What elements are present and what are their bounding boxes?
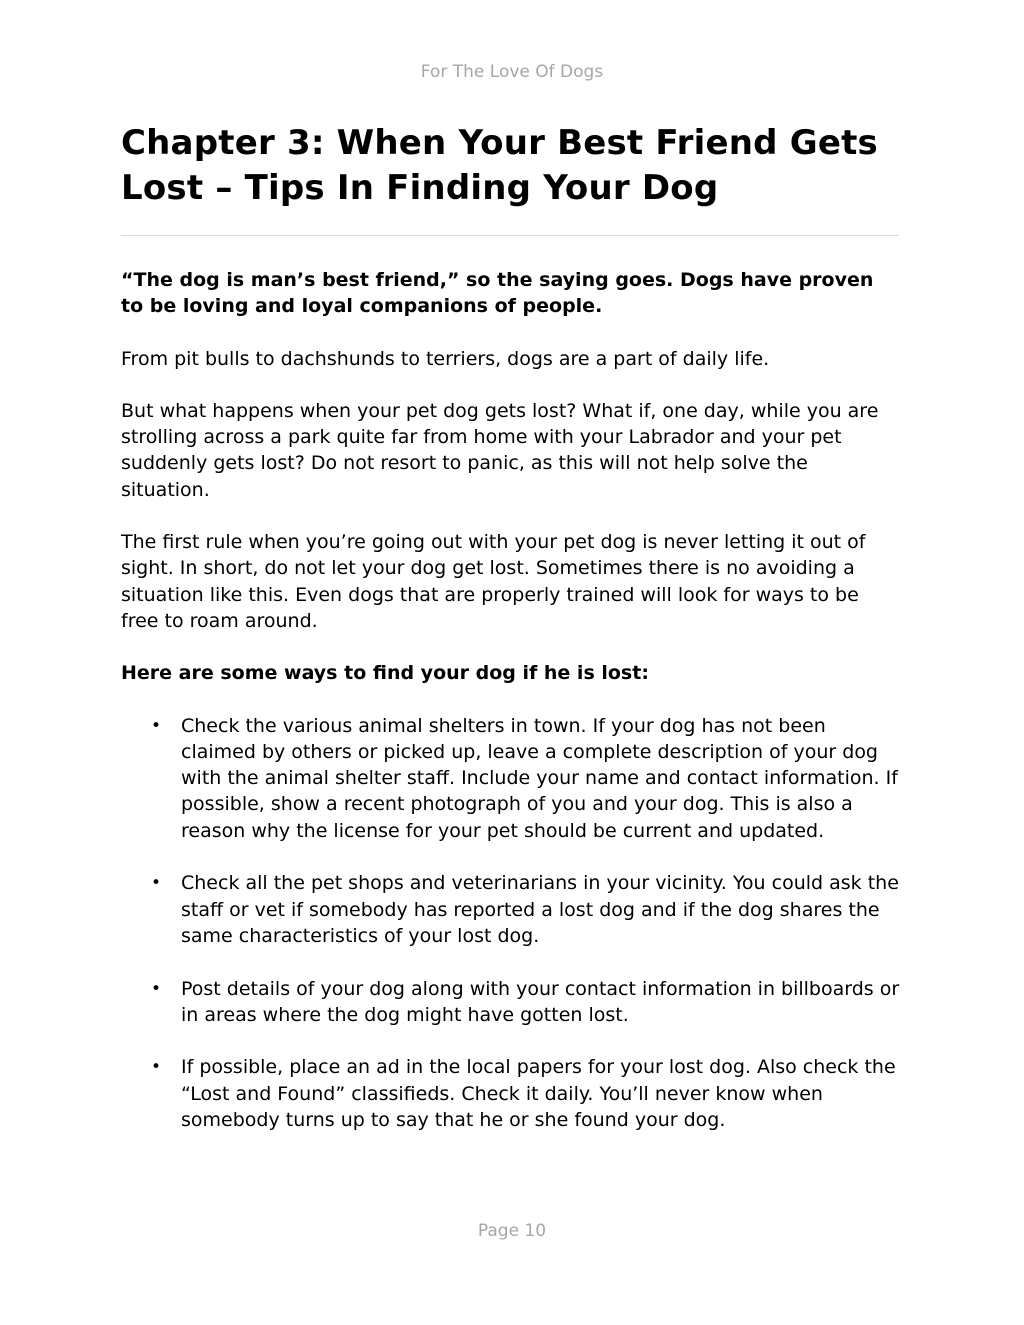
list-item: [121, 870, 901, 949]
paragraph-lost-dog: But what happens when your pet dog gets lost? What if, one day, while you are strolling across a park quite far from home with your Labrador and your pet suddenly gets lost? Do not resort to panic, as this will not help solve the situation.: [121, 399, 879, 501]
list-item-text: If possible, place an ad in the local papers for your lost dog. Also check the “Lost and Found” classifieds. Check it daily. You’ll never know when somebody turns up to say that he or she found your dog.: [181, 1056, 896, 1132]
list-heading: Here are some ways to find your dog if he is lost:: [121, 662, 649, 685]
bullet-icon: •: [151, 1057, 162, 1078]
bullet-icon: •: [151, 978, 162, 999]
paragraph-first-rule: The first rule when you’re going out with your pet dog is never letting it out of sight. In short, do not let your dog get lost. Sometimes there is no avoiding a situation like this. Even dogs that are properly trained will look for ways to be free to roam around.: [121, 531, 866, 632]
page-number: Page 10: [477, 1221, 547, 1241]
page-content: [121, 121, 901, 1160]
tips-list: [121, 713, 901, 1134]
list-item: [121, 713, 901, 844]
chapter-title: Chapter 3: When Your Best Friend Gets Lost – Tips In Finding Your Dog: [121, 123, 878, 208]
title-divider: [121, 235, 899, 236]
list-item: [121, 1054, 901, 1133]
intro-quote: “The dog is man’s best friend,” so the saying goes. Dogs have proven to be loving and loyal companions of people.: [121, 269, 874, 318]
bullet-icon: •: [151, 873, 162, 894]
list-item: [121, 976, 901, 1029]
list-item-text: Post details of your dog along with your contact information in billboards or in areas where the dog might have gotten lost.: [181, 977, 900, 1026]
running-header: For The Love Of Dogs: [420, 62, 604, 82]
paragraph-dog-types: From pit bulls to dachshunds to terriers, dogs are a part of daily life.: [121, 347, 770, 370]
bullet-icon: •: [151, 715, 162, 736]
list-item-text: Check all the pet shops and veterinarians in your vicinity. You could ask the staff or vet if somebody has reported a lost dog and if the dog shares the same characteristics of your lost dog.: [181, 872, 899, 947]
list-item-text: Check the various animal shelters in town. If your dog has not been claimed by others or picked up, leave a complete description of your dog with the animal shelter staff. Include your name and contact information. If possible, show a recent photograph of you and your dog. This is also a reason why the license for your pet should be current and updated.: [181, 714, 898, 842]
